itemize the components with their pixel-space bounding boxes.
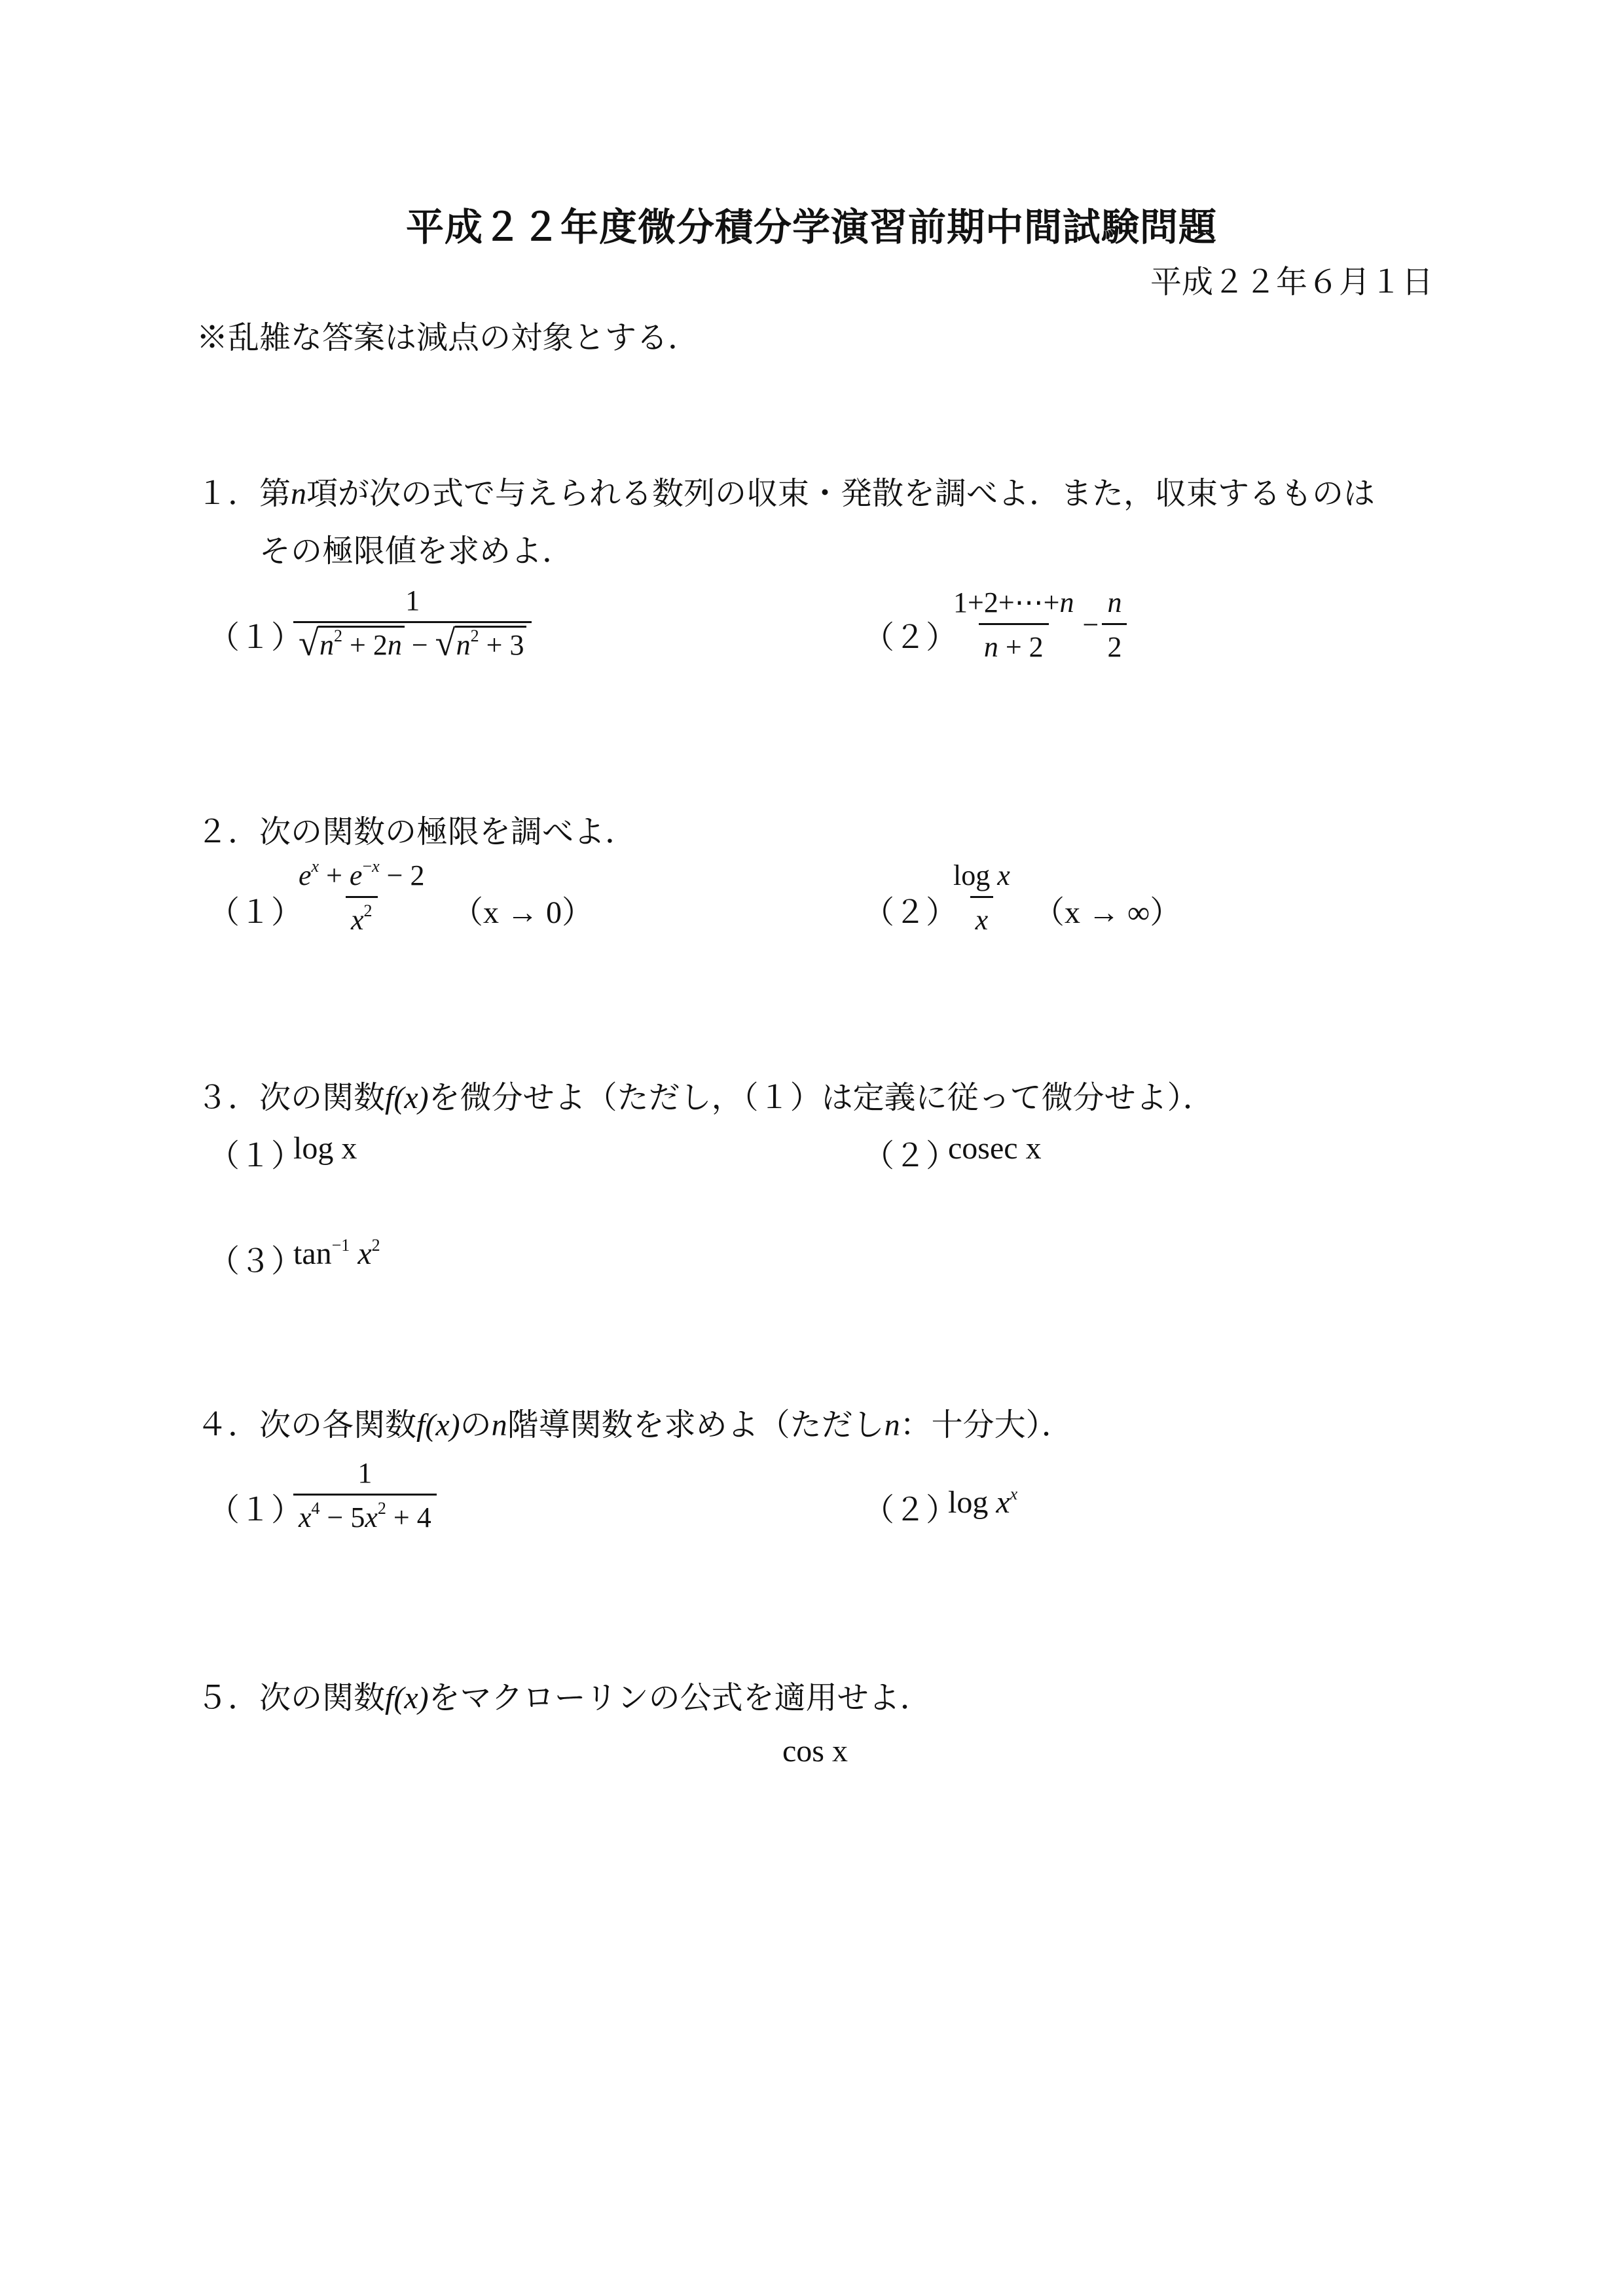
q1-part2-label: （２） xyxy=(863,619,958,656)
exam-title: 平成２２年度微分積分学演習前期中間試験問題 xyxy=(405,205,1217,249)
q3-part1-expression: log x xyxy=(293,1131,357,1166)
question-number: ５． xyxy=(196,1679,260,1716)
q3-part3-label: （３） xyxy=(208,1243,303,1280)
q2-part1-expression: $\frac{e^x + e^{-x} - 2}{x^2}$ xyxy=(299,857,425,936)
q3-part1-label: （１） xyxy=(208,1138,303,1174)
q2-part2-condition: （x → ∞） xyxy=(1033,895,1182,930)
question-1-line2: その極限値を求めよ． xyxy=(259,533,574,569)
question-number: １． xyxy=(196,475,260,512)
q2-part2-label: （２） xyxy=(863,894,958,931)
question-4: ４．次の各関数f(x)のn階導関数を求めよ（ただしn：十分大）． xyxy=(196,1407,1073,1443)
q4-part1-expression: $\frac{1}{x^4 - 5x^2 + 4}$ xyxy=(293,1456,437,1534)
question-number: ２． xyxy=(196,814,260,850)
q1-part1-label: （１） xyxy=(208,619,303,656)
q3-part3-expression: $\tan^{-1} x^2$ xyxy=(293,1236,380,1271)
question-2: ２．次の関数の極限を調べよ． xyxy=(196,814,637,850)
exam-note: ※乱雑な答案は減点の対象とする． xyxy=(196,319,700,356)
question-number: ４． xyxy=(196,1407,260,1443)
q2-part1-condition: （x → 0） xyxy=(452,895,594,930)
q1-part2-expression: $\frac{1+2+\cdots+n}{n + 2}$ − $\frac{n}{2}$ xyxy=(948,586,1127,664)
q4-part1-label: （１） xyxy=(208,1492,303,1528)
question-1: １．第n項が次の式で与えられる数列の収束・発散を調べよ．また，収束するものは xyxy=(196,475,1376,512)
q3-part2-label: （２） xyxy=(863,1138,958,1174)
q2-part2-expression: $\frac{\text{log x}}{x}$ xyxy=(953,859,1010,936)
question-5: ５．次の関数f(x)をマクローリンの公式を適用せよ． xyxy=(196,1679,932,1716)
question-3: ３．次の関数f(x)を微分せよ（ただし，（１）は定義に従って微分せよ）． xyxy=(196,1079,1214,1116)
q4-part2-label: （２） xyxy=(863,1492,958,1528)
q1-part1-expression: 1 √ $n^2 + 2n$ − √ $n^2 + 3$ xyxy=(293,584,532,662)
q3-part2-expression: cosec x xyxy=(948,1131,1042,1166)
q5-expression: cos x xyxy=(782,1734,848,1768)
exam-date: 平成２２年６月１日 xyxy=(1150,264,1433,300)
q2-part1-label: （１） xyxy=(208,894,303,931)
q4-part2-expression: $\log x^x$ xyxy=(948,1484,1018,1520)
question-number: ３． xyxy=(196,1079,260,1116)
